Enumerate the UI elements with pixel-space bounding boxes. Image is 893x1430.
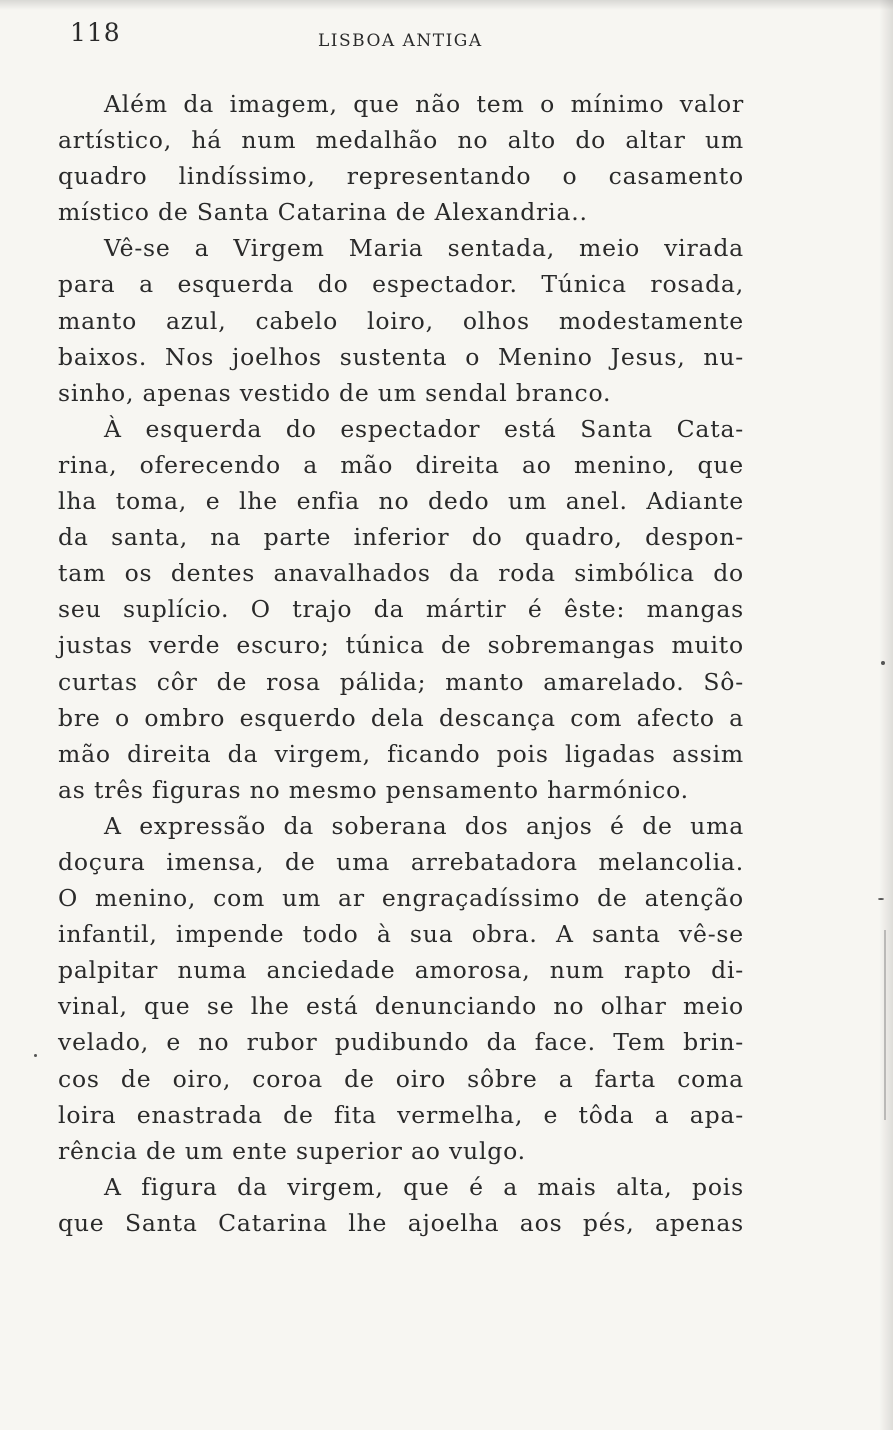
scan-top-shadow: [0, 0, 893, 10]
text-line: À esquerda do espectador está Santa Cata-: [104, 414, 744, 443]
text-line: loira enastrada de fita vermelha, e tôda a apa-: [58, 1100, 744, 1129]
text-line: baixos. Nos joelhos sustenta o Menino Jesus, nu-: [58, 342, 744, 371]
text-line: quadro lindíssimo, representando o casamento: [58, 162, 744, 191]
text-line: rência de um ente superior ao vulgo.: [58, 1136, 526, 1165]
scan-edge-shadow: [879, 0, 893, 1430]
text-line: justas verde escuro; túnica de sobremangas muito: [58, 631, 744, 660]
text-line: sinho, apenas vestido de um sendal branco.: [58, 378, 612, 407]
text-line: A figura da virgem, que é a mais alta, pois: [104, 1172, 744, 1201]
text-line: O menino, com um ar engraçadíssimo de atenção: [58, 884, 744, 913]
text-line: da santa, na parte inferior do quadro, despon-: [58, 523, 744, 552]
text-line: mão direita da virgem, ficando pois ligadas assim: [58, 739, 744, 768]
text-line: A expressão da soberana dos anjos é de uma: [104, 811, 744, 840]
page-header: [70, 18, 750, 58]
text-line: rina, oferecendo a mão direita ao menino, que: [58, 450, 744, 479]
text-line: seu suplício. O trajo da mártir é êste: mangas: [58, 595, 744, 624]
text-line: para a esquerda do espectador. Túnica rosada,: [58, 270, 744, 299]
body-text: [58, 86, 744, 1241]
text-line: curtas côr de rosa pálida; manto amarelado. Sô-: [58, 667, 744, 696]
text-line: doçura imensa, de uma arrebatadora melancolia.: [58, 847, 744, 876]
text-line: cos de oiro, coroa de oiro sôbre a farta coma: [58, 1064, 744, 1093]
running-title: LISBOA ANTIGA: [318, 31, 483, 51]
text-line: velado, e no rubor pudibundo da face. Tem brin-: [58, 1028, 744, 1057]
text-line: que Santa Catarina lhe ajoelha aos pés, apenas: [58, 1208, 744, 1237]
text-line: as três figuras no mesmo pensamento harmónico.: [58, 775, 689, 804]
text-line: infantil, impende todo à sua obra. A santa vê-se: [58, 920, 744, 949]
text-line: manto azul, cabelo loiro, olhos modestamente: [58, 306, 744, 335]
text-line: palpitar numa anciedade amorosa, num rapto di-: [58, 956, 744, 985]
text-line: tam os dentes anavalhados da roda simbólica do: [58, 559, 744, 588]
text-line: bre o ombro esquerdo dela descança com afecto a: [58, 703, 744, 732]
page-number: 118: [70, 18, 121, 47]
text-line: artístico, há num medalhão no alto do altar um: [58, 126, 744, 155]
text-line: vinal, que se lhe está denunciando no olhar meio: [58, 992, 744, 1021]
text-line: Além da imagem, que não tem o mínimo valor: [104, 90, 744, 118]
text-line: lha toma, e lhe enfia no dedo um anel. Adiante: [58, 487, 744, 516]
text-line: Vê-se a Virgem Maria sentada, meio virada: [104, 234, 744, 263]
text-line: místico de Santa Catarina de Alexandria..: [58, 198, 588, 227]
